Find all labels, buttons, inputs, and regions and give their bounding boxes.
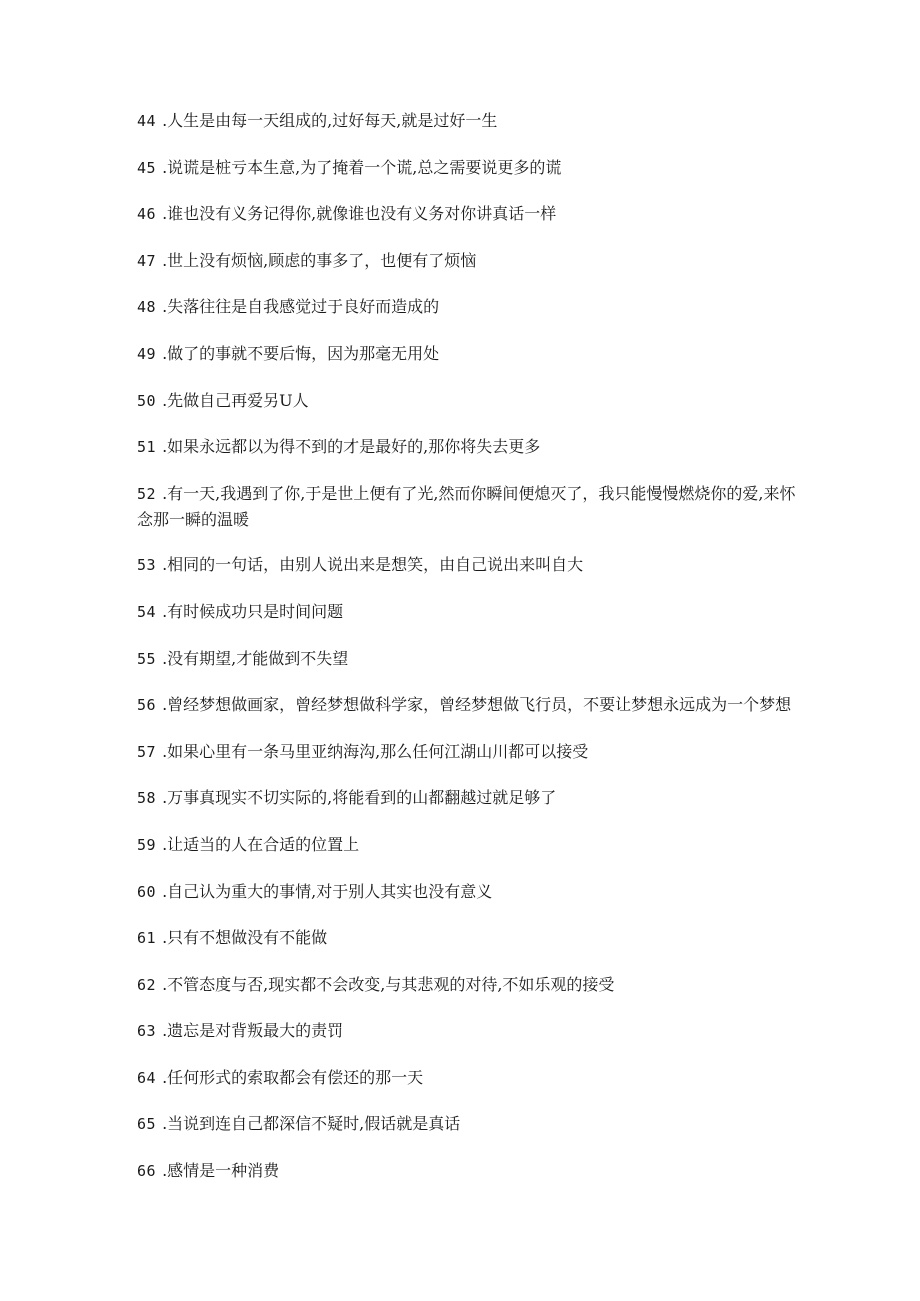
item-number: 48 bbox=[137, 298, 157, 317]
item-number: 63 bbox=[137, 1022, 157, 1041]
item-number: 57 bbox=[137, 742, 157, 761]
list-item bbox=[137, 925, 797, 951]
list-item bbox=[137, 739, 797, 765]
list-item bbox=[137, 832, 797, 858]
list-item bbox=[137, 1065, 797, 1091]
item-number: 45 bbox=[137, 158, 157, 177]
item-text: .不管态度与否,现实都不会改变,与其悲观的对待,不如乐观的接受 bbox=[162, 974, 615, 994]
item-text: .如果心里有一条马里亚纳海沟,那么任何江湖山川都可以接受 bbox=[162, 741, 589, 761]
item-text: .失落往往是自我感觉过于良好而造成的 bbox=[162, 297, 440, 317]
list-item bbox=[137, 341, 797, 367]
list-item bbox=[137, 155, 797, 181]
item-number: 58 bbox=[137, 789, 157, 808]
list-item bbox=[137, 879, 797, 905]
item-number: 65 bbox=[137, 1115, 157, 1134]
item-text: .当说到连自己都深信不疑时,假话就是真话 bbox=[162, 1114, 461, 1134]
item-text: .相同的一句话，由别人说出来是想笑，由自己说出来叫自大 bbox=[162, 555, 584, 575]
item-number: 53 bbox=[137, 556, 157, 575]
list-item bbox=[137, 646, 797, 672]
item-text: .人生是由每一天组成的,过好每天,就是过好一生 bbox=[162, 111, 498, 130]
item-text: .遗忘是对背叛最大的责罚 bbox=[162, 1021, 344, 1041]
item-number: 44 bbox=[137, 112, 157, 130]
list-item bbox=[137, 388, 797, 414]
list-item bbox=[137, 972, 797, 998]
item-text: .只有不想做没有不能做 bbox=[162, 928, 328, 948]
item-text: .自己认为重大的事情,对于别人其实也没有意义 bbox=[162, 881, 493, 901]
item-text: .做了的事就不要后悔，因为那毫无用处 bbox=[162, 343, 440, 363]
item-text: .让适当的人在合适的位置上 bbox=[162, 834, 360, 854]
item-text: .说谎是桩亏本生意,为了掩着一个谎,总之需要说更多的谎 bbox=[162, 157, 562, 177]
item-text: .如果永远都以为得不到的才是最好的,那你将失去更多 bbox=[162, 437, 541, 457]
item-number: 59 bbox=[137, 835, 157, 854]
item-text: .万事真现实不切实际的,将能看到的山都翻越过就足够了 bbox=[162, 788, 557, 808]
list-item bbox=[137, 481, 797, 532]
item-number: 55 bbox=[137, 649, 157, 668]
item-text: .先做自己再爱另U人 bbox=[162, 390, 309, 410]
list-item bbox=[137, 785, 797, 811]
list-item bbox=[137, 1111, 797, 1137]
list-item bbox=[137, 1018, 797, 1044]
list-item bbox=[137, 108, 797, 134]
list-item bbox=[137, 294, 797, 320]
list-item bbox=[137, 1158, 797, 1184]
list-item bbox=[137, 201, 797, 227]
item-number: 64 bbox=[137, 1068, 157, 1087]
item-number: 66 bbox=[137, 1162, 157, 1181]
item-number: 62 bbox=[137, 975, 157, 994]
quote-list bbox=[137, 108, 797, 1205]
item-text: .曾经梦想做画家，曾经梦想做科学家，曾经梦想做飞行员，不要让梦想永远成为一个梦想 bbox=[162, 695, 792, 715]
item-number: 51 bbox=[137, 438, 157, 457]
list-item bbox=[137, 552, 797, 578]
item-number: 54 bbox=[137, 602, 157, 621]
list-item bbox=[137, 434, 797, 460]
item-number: 46 bbox=[137, 205, 157, 224]
list-item bbox=[137, 599, 797, 625]
item-text: .没有期望,才能做到不失望 bbox=[162, 648, 349, 668]
item-text: .任何形式的索取都会有偿还的那一天 bbox=[162, 1067, 424, 1087]
item-number: 50 bbox=[137, 391, 157, 410]
list-item bbox=[137, 692, 797, 718]
item-text: .谁也没有义务记得你,就像谁也没有义务对你讲真话一样 bbox=[162, 204, 557, 224]
item-text: .感情是一种消费 bbox=[162, 1161, 280, 1181]
item-number: 49 bbox=[137, 344, 157, 363]
item-text: .有时候成功只是时间问题 bbox=[162, 601, 344, 621]
item-number: 52 bbox=[137, 484, 157, 503]
list-item bbox=[137, 248, 797, 274]
item-number: 47 bbox=[137, 251, 157, 270]
item-text: .世上没有烦恼,顾虑的事多了，也便有了烦恼 bbox=[162, 250, 477, 270]
item-number: 56 bbox=[137, 696, 157, 715]
item-number: 60 bbox=[137, 882, 157, 901]
item-number: 61 bbox=[137, 929, 157, 948]
item-text: .有一天,我遇到了你,于是世上便有了光,然而你瞬间便熄灭了，我只能慢慢燃烧你的爱,来怀念那一瞬的温暖 bbox=[137, 483, 796, 529]
